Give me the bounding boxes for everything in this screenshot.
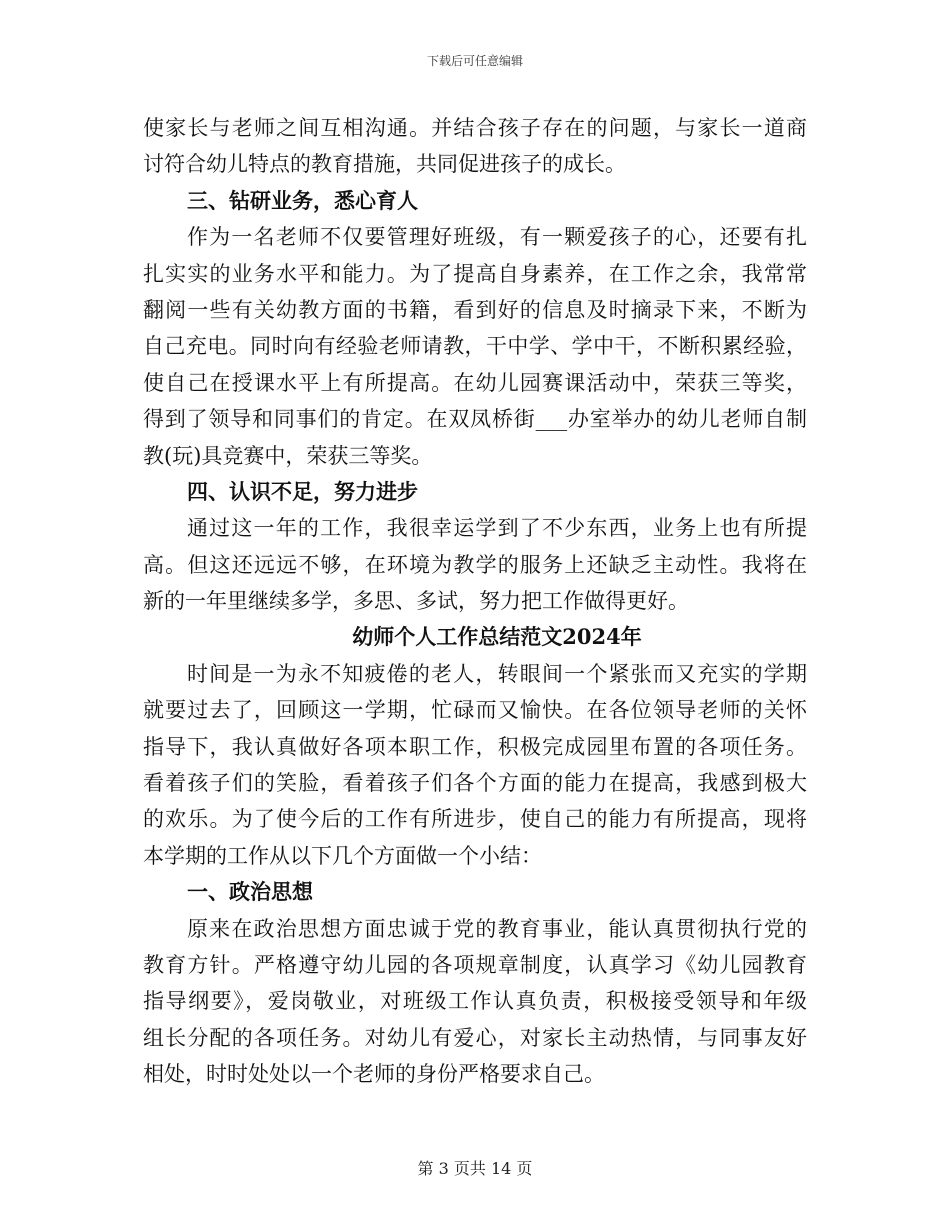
section-heading: 一、政治思想 xyxy=(187,879,313,905)
text-line: 教育方针。严格遵守幼儿园的各项规章制度，认真学习《幼儿园教育 xyxy=(143,952,807,977)
text-line: 通过这一年的工作，我很幸运学到了不少东西，业务上也有所提 xyxy=(187,516,807,541)
text-line: 扎实实的业务水平和能力。为了提高自身素养，在工作之余，我常常 xyxy=(143,261,807,286)
text-line: 教(玩)具竞赛中，荣获三等奖。 xyxy=(143,443,433,468)
text-line: 指导纲要》，爱岗敬业，对班级工作认真负责，积极接受领导和年级 xyxy=(143,989,807,1014)
text-line: 看着孩子们的笑脸，看着孩子们各个方面的能力在提高，我感到极大 xyxy=(143,771,807,796)
page-header: 下载后可任意编辑 xyxy=(426,54,523,68)
text-line: 组长分配的各项任务。对幼儿有爱心，对家长主动热情，与同事友好 xyxy=(143,1025,807,1050)
text-line: 本学期的工作从以下几个方面做一个小结： xyxy=(143,843,542,868)
text-line: 讨符合幼儿特点的教育措施，共同促进孩子的成长。 xyxy=(143,152,626,177)
text-line: 得到了领导和同事们的肯定。在双凤桥街___办室举办的幼儿老师自制 xyxy=(143,407,807,432)
text-line: 新的一年里继续多学，多思、多试，努力把工作做得更好。 xyxy=(143,589,689,614)
text-line: 的欢乐。为了使今后的工作有所进步，使自己的能力有所提高，现将 xyxy=(143,807,807,832)
section-heading: 四、认识不足，努力进步 xyxy=(187,478,418,504)
text-line: 指导下，我认真做好各项本职工作，积极完成园里布置的各项任务。 xyxy=(143,734,807,759)
text-line: 相处，时时处处以一个老师的身份严格要求自己。 xyxy=(143,1062,605,1087)
text-line: 原来在政治思想方面忠诚于党的教育事业，能认真贯彻执行党的 xyxy=(187,916,807,941)
text-line: 自己充电。同时向有经验老师请教，干中学、学中干，不断积累经验， xyxy=(143,334,807,359)
document-body xyxy=(143,110,807,1093)
text-line: 高。但这还远远不够，在环境为教学的服务上还缺乏主动性。我将在 xyxy=(143,552,807,577)
text-line: 作为一名老师不仅要管理好班级，有一颗爱孩子的心，还要有扎 xyxy=(187,225,807,250)
text-line: 就要过去了，回顾这一学期，忙碌而又愉快。在各位领导老师的关怀 xyxy=(143,698,807,723)
text-line: 翻阅一些有关幼教方面的书籍，看到好的信息及时摘录下来，不断为 xyxy=(143,297,807,322)
page-footer: 第 3 页共 14 页 xyxy=(417,1159,533,1178)
text-line: 使自己在授课水平上有所提高。在幼儿园赛课活动中，荣获三等奖， xyxy=(143,370,807,395)
article-title: 幼师个人工作总结范文2024年 xyxy=(352,624,642,650)
text-line: 时间是一为永不知疲倦的老人，转眼间一个紧张而又充实的学期 xyxy=(187,661,807,686)
section-heading: 三、钻研业务，悉心育人 xyxy=(187,187,418,213)
text-line: 使家长与老师之间互相沟通。并结合孩子存在的问题，与家长一道商 xyxy=(143,116,807,140)
